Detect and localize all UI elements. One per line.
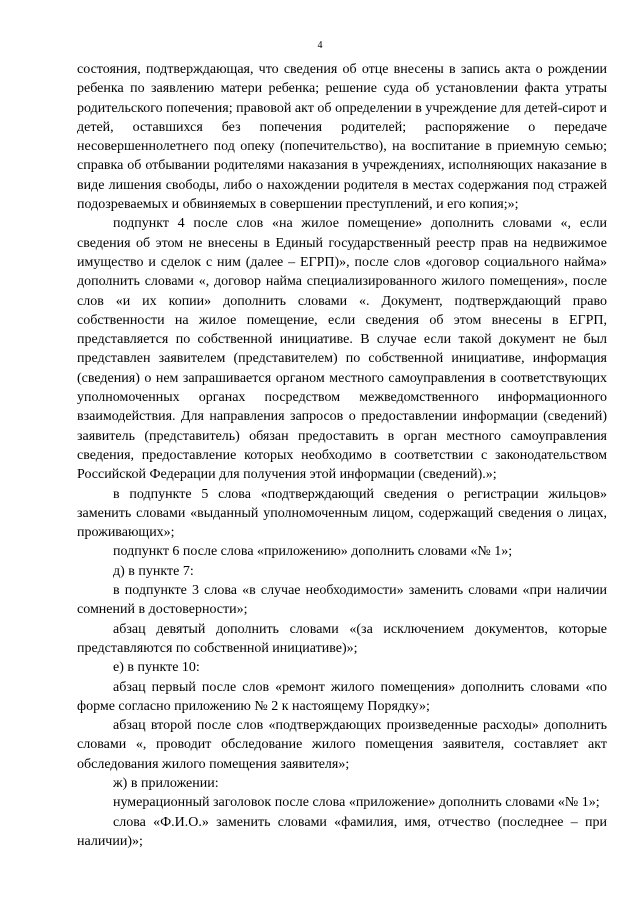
paragraph: абзац девятый дополнить словами «(за исключением документов, которые представляются по собственной инициативе)»; [77, 621, 607, 656]
paragraph: ж) в приложении: [113, 775, 219, 791]
paragraph: в подпункте 5 слова «подтверждающий сведения о регистрации жильцов» заменить словами «выданный уполномоченным лицом, содержащий сведения о лицах, проживающих»; [77, 486, 607, 541]
paragraph: абзац первый после слов «ремонт жилого помещения» дополнить словами «по форме согласно приложению № 2 к настоящему Порядку»; [77, 679, 607, 714]
page-number: 4 [317, 40, 323, 51]
paragraph: абзац второй после слов «подтверждающих произведенные расходы» дополнить словами «, проводит обследование жилого помещения заявителя, составляет акт обследования жилого помещения заявителя»; [77, 718, 607, 772]
paragraph: подпункт 4 после слов «на жилое помещение» дополнить словами «, если сведения об этом не внесены в Единый государственный реестр прав на недвижимое имущество и сделок с ним (далее – ЕГРП)», после слов «договор социального найма» дополнить словами «, договор найма специализированного жилого помещения», после слов «и их копии» дополнить словами «. Документ, подтверждающий право собственности на жилое помещение, если сведения об этом внесены в ЕГРП, представляется по собственной инициативе. В случае если такой документ не был представлен заявителем (представителем) по собственной инициативе, информация (сведения) о нем запрашивается органом местного самоуправления в соответствующих уполномоченных органах посредством межведомственного информационного взаимодействия. Для направления запросов о предоставлении информации (сведений) заявитель (представитель) обязан предоставить в орган местного самоуправления сведения, предоставление которых необходимо в соответствии с законодательством Российской Федерации для получения этой информации (сведений).»; [77, 216, 607, 483]
document-body [77, 60, 607, 851]
paragraph: д) в пункте 7: [113, 563, 194, 579]
paragraph: в подпункте 3 слова «в случае необходимости» заменить словами «при наличии сомнений в достоверности»; [77, 583, 607, 618]
paragraph: слова «Ф.И.О.» заменить словами «фамилия, имя, отчество (последнее – при наличии)»; [77, 814, 607, 849]
paragraph: подпункт 6 после слова «приложению» дополнить словами «№ 1»; [113, 544, 513, 560]
paragraph: состояния, подтверждающая, что сведения об отце внесены в запись акта о рождении ребенка по заявлению матери ребенка; решение суда об установлении факта утраты родительского попечения; правовой акт об определении в учреждение для детей-сирот и детей, оставшихся без попечения родителей; распоряжение о передаче несовершеннолетнего под опеку (попечительство), на воспитание в приемную семью; справка об отбывании родителями наказания в учреждениях, исполняющих наказание в виде лишения свободы, либо о нахождении родителя в местах содержания под стражей подозреваемых и обвиняемых в совершении преступлений, и его копия;»; [77, 62, 607, 213]
paragraph: нумерационный заголовок после слова «приложение» дополнить словами «№ 1»; [113, 795, 600, 811]
paragraph: е) в пункте 10: [113, 660, 200, 676]
